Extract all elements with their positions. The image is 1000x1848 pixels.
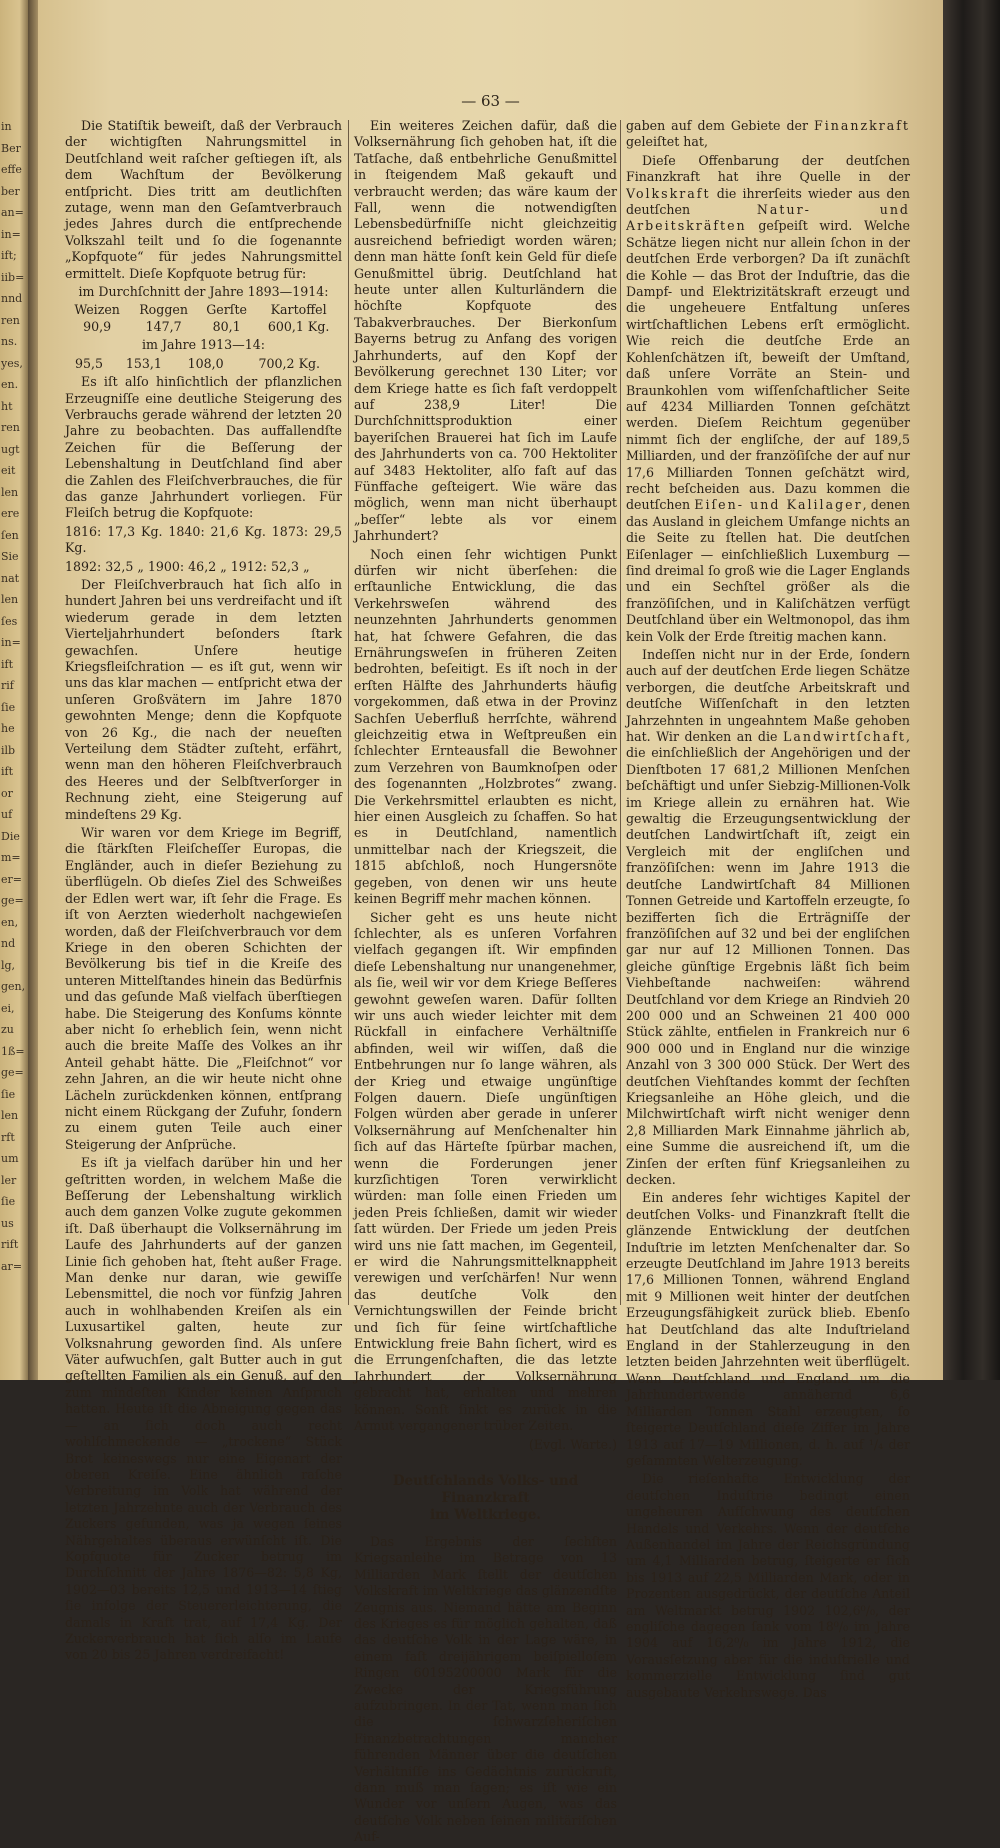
- paragraph: [626, 647, 910, 1188]
- table-cell: 153,1: [125, 355, 162, 371]
- left-page-fragment: ge=: [1, 894, 24, 907]
- book-binding: [943, 0, 1000, 1380]
- text-run: geſpeiſt wird. Welche Schätze liegen nicht nur allein ſchon in der deutſchen Erde verborgen? Da iſt zunächſt die Kohle — das Brot der Induſtrie, das die Dampf- und Elektrizitätskraft erzeugt und die ungeheuere Entfaltung unſeres wirtſchaftlichen Lebens erſt ermöglicht. Wie reich die deutſche Erde an Kohlenſchätzen iſt, beweiſt der Umſtand, daß unſere Vorräte an Stein- und Braunkohlen vom wiſſenſchaftlicher Seite auf 4234 Milliarden Tonnen geſchätzt werden. Dieſem Reichtum gegenüber nimmt ſich der engliſche, der auf 189,5 Milliarden, und der franzöſiſche der auf nur 17,6 Milliarden Tonnen geſchätzt wird, recht beſcheiden aus. Dazu kommen die deutſchen: [626, 218, 910, 513]
- left-page-fragment: Die: [1, 829, 20, 843]
- left-page-fragment: ilb: [1, 743, 16, 757]
- left-page-fragment: ſen: [1, 528, 19, 542]
- left-page-fragment: in=: [1, 636, 21, 649]
- paragraph: Es iſt ja vielfach darüber hin und her geſtritten worden, in welchem Maße die Beſſerung der Lebenshaltung wirklich auch dem ganzen Volke zugute gekommen iſt. Daß überhaupt die Volksernährung im Laufe des Jahrhunderts auf der ganzen Linie ſich gehoben hat, ſteht außer Frage. Man denke nur daran, wie gewiſſe Lebensmittel, die noch vor fünfzig Jahren auch in wohlhabenden Kreiſen als ein Luxusartikel galten, heute zur Volksnahrung geworden ſind. Als unſere Väter aufwuchſen, galt Butter auch in gut geſtellten Familien als ein Genuß, auf den zum mindeſten Kinder keinen Anſpruch hatten. Heute iſt die Abneigung gegen das — an ſich doch auch recht wohlſchmeckende — „trockene“ Stück Brot keineswegs nur eine Eigenart der oberen Kreiſe. Eine ähnlich raſche Verbreitung im Volk hat während der letzten Jahrzehnte auch der Verbrauch des Zuckers gefunden, was ja wegen ſeines Nährgehaltes überaus erwünſcht iſt. Die Kopfquote für Zucker betrug im Durchſchnitt der Jahre 1876—82: 5,8 Kg, 1902—03 bereits 12,5 und 1913—14 ſtieg ſie infolge der Steuererleichterung, die damals in Kraft trat, auf 17,4 Kg. Der Zuckerverbrauch hat ſich alſo im Laufe von 20 bis 25 Jahren verdreifacht!: [65, 1155, 342, 1663]
- left-page-fragment: ſie: [1, 1195, 16, 1208]
- text-run: geleiſtet hat,: [626, 134, 708, 150]
- left-page-fragment: effe: [1, 163, 22, 176]
- left-page-fragment: rft: [1, 1130, 15, 1144]
- paragraph: Noch einen ſehr wichtigen Punkt dürfen wir nicht überſehen: die erſtaunliche Entwicklung, die das Verkehrsweſen während des neunzehnten Jahrhunderts genommen hat, hat ſchwere Gefahren, die das Ernährungsweſen in früheren Zeiten bedrohten, beſeitigt. Es iſt noch in der erſten Hälfte des Jahrhunderts häufig vorgekommen, daß etwa in der Provinz Sachſen Ueberfluß herrſchte, während gleichzeitig etwa in Weſtpreußen ein ſchlechter Ernteausfall die Bewohner zum Verzehren von Baumknoſpen oder des ſogenannten „Holzbrotes“ zwang. Die Verkehrsmittel erlaubten es nicht, hier einen Ausgleich zu ſchaffen. So hat es in Deutſchland, namentlich unmittelbar nach der Kriegszeit, die 1815 abſchloß, noch Hungersnöte gegeben, von denen wir uns heute keinen Begriff mehr machen können.: [354, 546, 617, 907]
- left-page-fragment: ar=: [1, 1259, 23, 1273]
- table-header: Weizen: [74, 302, 120, 318]
- paragraph: Wir waren vor dem Kriege im Begriff, die ſtärkſten Fleiſcheſſer Europas, die Engländer, auch in dieſer Beziehung zu überflügeln. Ob dieſes Ziel des Schweißes der Edlen wert war, iſt ſehr die Frage. Es iſt von Aerzten wiederholt nachgewieſen worden, daß der Fleiſchverbrauch vor dem Kriege in den oberen Schichten der Bevölkerung bis tief in die Kreiſe des unteren Mittelſtandes hinein das Bedürfnis und das geſunde Maß vielfach überſtiegen habe. Die Steigerung des Konſums könnte aber nicht ſo erheblich ſein, wenn nicht auch die breite Maſſe des Volkes an ihr Anteil gehabt hätte. Die „Fleiſchnot“ vor zehn Jahren, an die wir heute nicht ohne Lächeln zurückdenken können, entſprang nicht einem Rückgang der Zufuhr, ſondern zu einem guten Teile auch einer Steigerung der Anſprüche.: [65, 825, 342, 1152]
- article-heading: [354, 1473, 617, 1524]
- text-run: Indeſſen nicht nur in der Erde, ſondern auch auf der deutſchen Erde liegen Schätze verborgen, die deutſche Arbeitskraft und deutſche Wiſſenſchaft in den letzten Jahrzehnten in ungeahntem Maße gehoben hat. Wir denken an die: [626, 647, 910, 745]
- left-page-fragment: len: [1, 593, 19, 606]
- paragraph: Die Statiſtik beweiſt, daß der Verbrauch der wichtigſten Nahrungsmittel in Deutſchland weit raſcher geſtiegen iſt, als dem Wachſtum der Bevölkerung entſpricht. Dies tritt am deutlichſten zutage, wenn man den Geſamtverbrauch jedes Jahres durch die entſprechende Volkszahl teilt und ſo die ſogenannte „Kopfquote“ für jedes Nahrungsmittel ermittelt. Dieſe Kopfquote betrug für:: [65, 118, 342, 281]
- newspaper-page: [38, 0, 943, 1845]
- left-page-fragment: us: [1, 1216, 14, 1230]
- paragraph: Ein weiteres Zeichen dafür, daß die Volksernährung ſich gehoben hat, iſt die Tatſache, daß entbehrliche Genußmittel in ſteigendem Maß gekauft und verbraucht werden; das wäre kaum der Fall, wenn die notwendigſten Lebensbedürfniſſe nicht gleichzeitig ausreichend befriedigt worden wären; denn man hätte ſonſt kein Geld für dieſe Genußmittel übrig. Deutſchland hat heute unter allen Kulturländern die höchſte Kopfquote des Tabakverbrauches. Der Bierkonſum Bayerns betrug zu Anfang des vorigen Jahrhunderts, auf den Kopf der Bevölkerung gerechnet 130 Liter; vor dem Kriege hatte es ſich faſt verdoppelt auf 238,9 Liter! Die Durchſchnittsproduktion einer bayeriſchen Brauerei hat ſich im Laufe des Jahrhunderts von ca. 700 Hektoliter auf 3483 Hektoliter, alſo faſt auf das Fünffache geſteigert. Wie wäre das möglich, wenn man nicht überhaupt „beſſer“ lebte als vor einem Jahrhundert?: [354, 118, 617, 544]
- left-page-fragment: ift: [1, 657, 14, 671]
- emphasis: Finanzkraft: [813, 118, 910, 133]
- paragraph: Sicher geht es uns heute nicht ſchlechter, als es unſeren Vorfahren vielfach gegangen iſt. Wir empfinden dieſe Lebenshaltung nur unangenehmer, als ſie, weil wir vor dem Kriege Beſſeres gewohnt geweſen waren. Dafür ſollten wir uns auch wieder leichter mit dem Rückfall in einfachere Verhältniſſe abfinden, weil wir wiſſen, daß die Entbehrungen nur ſo lange währen, als der Krieg und etwaige ungünſtige Folgen dauern. Dieſe ungünſtigen Folgen würden aber gerade in unſerer Volksernährung auf Menſchenalter hin ſich auf das Härteſte ſpürbar machen, wenn die Forderungen jener kurzſichtigen Toren verwirklicht würden: man ſolle einen Frieden um jeden Preis ſchließen, damit wir wieder ſatt würden. Der Friede um jeden Preis wird uns nie ſatt machen, im Gegenteil, er wird die Nahrungsmittelknappheit verewigen und verſchärfen! Nur wenn das deutſche Volk den Vernichtungswillen der Feinde bricht und ſich für ſeine wirtſchaftliche Entwicklung freie Bahn ſichert, wird es die Errungenſchaften, die das letzte Jahrhundert der Volksernährung gebracht hat, erhalten und mehren können. Sonſt ſinkt es zurück in die Armut vergangener trüber Zeiten.: [354, 909, 617, 1434]
- left-page-fragment: uf: [1, 808, 13, 821]
- paragraph: [626, 153, 910, 645]
- left-page-fragment: ber: [1, 184, 20, 198]
- left-page-fragment: in: [1, 120, 12, 133]
- left-page-fragment: or: [1, 786, 13, 800]
- table-cell: 600,1 Kg.: [267, 318, 330, 334]
- left-page-fragment: Ber: [1, 141, 21, 155]
- emphasis: Landwirtſchaft: [782, 729, 906, 745]
- left-page-fragment: zu: [1, 1023, 14, 1036]
- left-page-fragment: ugt: [1, 442, 20, 456]
- left-page-fragment: len: [1, 1109, 19, 1122]
- text-run: gaben auf dem Gebiete der: [626, 118, 808, 133]
- left-page-fragment: ge=: [1, 1066, 24, 1079]
- left-page-fragment: 1ß=: [1, 1044, 25, 1058]
- left-page-fragment: en,: [1, 915, 19, 929]
- paragraph: Ein anderes ſehr wichtiges Kapitel der deutſchen Volks- und Finanzkraft ſtellt die glänzende Entwicklung der deutſchen Induſtrie im letzten Menſchenalter dar. So erzeugte Deutſchland im Jahre 1913 bereits 17,6 Millionen Tonnen, während England mit 9 Millionen weit hinter der deutſchen Erzeugungsfähigkeit zurück blieb. Ebenſo hat Deutſchland das alte Induſtrieland England in der Stahlerzeugung in den letzten beiden Jahrzehnten weit überflügelt. Wenn Deutſchland und England um die Jahrhundertwende annähernd 6,6 Milliarden Tonnen Stahl erzeugten, ſo ſteigerte Deutſchland dieſe Ziffer im Jahre 1913 auf 17—19 Millionen, d. h. auf ¹/₄ der geſammten Welterzeugung.: [626, 1190, 910, 1468]
- left-page-fragment: in=: [1, 227, 21, 241]
- left-page-fragment: an=: [1, 206, 24, 219]
- table-cell: 700,2 Kg.: [258, 355, 321, 371]
- book-gutter: [28, 0, 38, 1380]
- left-page-fragment: ren: [1, 421, 20, 434]
- text-run: , denen das Ausland in gleichem Umfange nichts an die Seite zu ſtellen hat. Die deutſchen Eiſenlager — einſchließlich Luxemburg — ſind dreimal ſo groß wie die Lager Englands und ein Sechſtel größer als die franzöſiſchen, und in Kaliſchätzen verfügt Deutſchland über ein Weltmonopol, das ihm kein Volk der Erde ſtreitig machen kann.: [626, 497, 910, 644]
- left-page-fragment: gen,: [1, 980, 26, 993]
- left-page-edge: [0, 0, 28, 1380]
- left-page-fragment: ei,: [1, 1001, 15, 1015]
- left-page-fragment: ren: [1, 313, 20, 327]
- meat-stats-line-2: 1892: 32,5 „ 1900: 46,2 „ 1912: 52,3 „: [65, 558, 310, 574]
- stats-caption-1: im Durchſchnitt der Jahre 1893—1914:: [78, 284, 329, 300]
- table-cell: 147,7: [145, 318, 182, 334]
- column-2: [354, 118, 617, 1848]
- page-number: — 63 —: [461, 92, 520, 110]
- column-rule-2: [620, 120, 621, 1305]
- left-page-fragment: yes,: [1, 356, 23, 370]
- emphasis: Eiſen- und Kalilager: [694, 497, 863, 513]
- emphasis: Natur- und Arbeitskräften: [626, 202, 910, 234]
- left-page-fragment: ere: [1, 507, 20, 520]
- left-page-fragment: nnd: [1, 292, 23, 305]
- source-citation: (Evgl. Warte.): [528, 1436, 617, 1452]
- left-page-fragment: ſes: [1, 614, 18, 628]
- consumption-table-2: [65, 356, 342, 372]
- left-page-fragment: lg,: [1, 958, 16, 972]
- heading-line-2: im Weltkriege.: [429, 1506, 542, 1523]
- text-run: Dieſe Offenbarung der deutſchen Finanzkraft hat ihre Quelle in der: [626, 152, 910, 185]
- table-header: Kartoffel: [270, 302, 327, 318]
- left-page-fragment: eit: [1, 464, 16, 477]
- table-cell: 108,0: [187, 355, 224, 371]
- left-page-fragment: ift: [1, 765, 14, 778]
- left-page-fragment: Sie: [1, 550, 19, 563]
- left-page-fragment: nd: [1, 937, 16, 950]
- left-page-fragment: nat: [1, 571, 20, 585]
- text-run: die ihrerſeits wieder aus den deutſchen: [626, 185, 910, 218]
- left-page-fragment: he: [1, 722, 15, 735]
- consumption-table-1: [65, 302, 342, 335]
- table-header: Gerſte: [206, 302, 247, 318]
- left-page-fragment: ht: [1, 399, 13, 413]
- left-page-fragment: um: [1, 1152, 19, 1165]
- column-1: [65, 118, 342, 1666]
- heading-line-1: Deutſchlands Volks- und Finanzkraft: [392, 1472, 579, 1506]
- left-page-fragment: ſie: [1, 700, 16, 714]
- left-page-fragment: iib=: [1, 270, 25, 284]
- table-cell: 95,5: [74, 355, 104, 371]
- column-rule-1: [348, 120, 349, 1305]
- table-cell: 80,1: [212, 318, 241, 334]
- left-page-fragment: len: [1, 485, 19, 499]
- text-run: , die einſchließlich der Angehörigen und der Dienſtboten 17 681,2 Millionen Menſchen beſchäftigt und unſer Siebzig-Millionen-Volk im Kriege allein zu ernähren hat. Wie gewaltig die Erzeugungsentwicklung der deutſchen Landwirtſchaft iſt, zeigt ein Vergleich mit der engliſchen und franzöſiſchen: wenn im Jahre 1913 die deutſche Landwirtſchaft 84 Millionen Tonnen Getreide und Kartoffeln erzeugte, ſo bezifferten ſich die Erträgniſſe der franzöſiſchen auf 32 und bei der engliſchen gar nur auf 12 Millionen Tonnen. Das gleiche günſtige Ergebnis läßt ſich beim Viehbeſtande nachweiſen: während Deutſchland vor dem Kriege an Rindvieh 20 200 000 und an Schweinen 21 400 000 Stück zählte, entfielen in Frankreich nur 6 900 000 und in England nur die winzige Anzahl von 3 300 000 Stück. Der Wert des deutſchen Viehſtandes kommt der ſechſten Kriegsanleihe an Höhe gleich, und die Milchwirtſchaft wirft nicht weniger denn 2,8 Milliarden Mark Einnahme jährlich ab, eine Summe die ausreichend iſt, um die Zinſen der erſten fünf Kriegsanleihen zu decken.: [626, 729, 910, 1187]
- left-page-fragment: m=: [1, 851, 21, 864]
- stats-caption-2: im Jahre 1913—14:: [141, 337, 266, 353]
- table-cell: 90,9: [83, 318, 112, 334]
- left-page-fragment: ſie: [1, 1087, 16, 1101]
- left-page-fragment: rift: [1, 1238, 19, 1251]
- left-page-fragment: en.: [1, 378, 19, 391]
- left-page-fragment: ns.: [1, 335, 18, 348]
- paragraph: Es iſt alſo hinſichtlich der pflanzlichen Erzeugniſſe eine deutliche Steigerung des Verbrauchs gerade während der letzten 20 Jahre zu beobachten. Das auffallendſte Zeichen für die Beſſerung der Lebenshaltung in Deutſchland ſind aber die Zahlen des Fleiſchverbrauches, die für das ganze Jahrhundert vorliegen. Für Fleiſch betrug die Kopfquote:: [65, 374, 342, 521]
- meat-stats-line-1: 1816: 17,3 Kg. 1840: 21,6 Kg. 1873: 29,5 Kg.: [65, 523, 342, 556]
- paragraph: Die rieſenhafte Entwicklung der deutſchen Induſtrie bedingt einen ungeheuren Aufſchwung des deutſchen Handels und Verkehrs. Wenn der deutſche Außenhandel im Jahre der Reichsgründung um 4,1 Milliarden betrug, ſteigerte er ſich bis 1913 auf 22,5 Milliarden Mark, oder in Prozenten ausgedrückt, der deutſche Anteil am Weltmarkt betrug 1902 102,6⁰/₀, der engliſche dagegen ſank vom 18⁰/₀ im Jahre 1904 auf 16,2⁰/₀ im Jahre 1912, die Vorausſetzung aber für die induſtrielle und kommerzielle Entwicklung ſind gut ausgebaute Verkehrswege. Das: [626, 1471, 910, 1700]
- paragraph: [626, 118, 910, 151]
- paragraph: Das Ergebnis der ſechſten Kriegsanleihe im Betrage von 13 Milliarden Mark ſtellt der deutſchen Volkskraft im Weltkriege das glänzendſte Zeugnis aus. Niemand hätte am Beginn des Krieges es für möglich gehalten, daß das deutſche Volk in der Lage wäre, in einem faſt dreijährigem beiſpielloſem Ringen 60195200000 Mark für die Zwecke der Kriegsführung aufzubringen. In der Tat, wenn man ſich die ſchwarzſeheriſchen Finanzbetrachtungen mancher führenden Männer über die deutſchen Verhältniſſe ins Gedächtnis zurückruft, dann muß man ſagen; es iſt wie ein Wunder vor unſern Augen, was das deutſche Volk neben ſeinen militäriſchen Auf-: [354, 1533, 617, 1845]
- left-page-fragment: rif: [1, 679, 14, 692]
- table-header: Roggen: [139, 302, 188, 318]
- left-page-fragment: ler: [1, 1173, 17, 1187]
- left-page-fragment: er=: [1, 872, 22, 886]
- emphasis: Volkskraft: [626, 185, 711, 201]
- left-page-fragment: ift;: [1, 249, 17, 262]
- column-3: [626, 118, 910, 1703]
- paragraph: Der Fleiſchverbrauch hat ſich alſo in hundert Jahren bei uns verdreifacht und iſt wiederum gerade in dem letzten Vierteljahrhundert beſonders ſtark gewachſen. Unſere heutige Kriegsfleiſchration — es iſt gut, wenn wir uns das klar machen — entſpricht etwa der unſeren Großvätern im Jahre 1870 gewohnten Menge; denn die Kopfquote von 26 Kg., die nach der neueſten Verteilung dem Städter zuſteht, erfährt, wenn man den höheren Fleiſchverbrauch des Heeres und der Selbſtverſorger in Rechnung zieht, eine Steigerung auf mindeſtens 29 Kg.: [65, 576, 342, 822]
